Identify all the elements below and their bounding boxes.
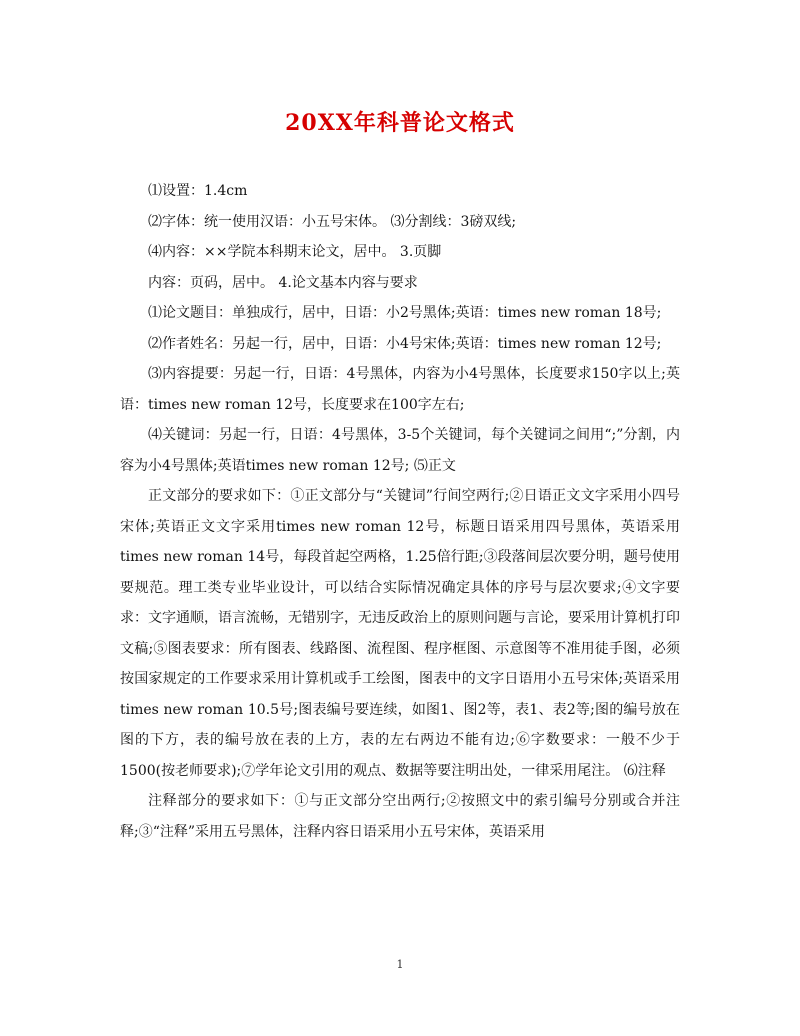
paragraph-notes-requirements: 注释部分的要求如下：①与正文部分空出两行;②按照文中的索引编号分别或合并注释;③“注释”采用五号黑体，注释内容日语采用小五号宋体，英语采用 bbox=[120, 793, 680, 840]
paragraph-content-footer: ⑷内容：××学院本科期末论文，居中。 3.页脚 bbox=[148, 244, 442, 260]
page-number: 1 bbox=[396, 958, 404, 971]
document-body bbox=[120, 176, 680, 847]
paragraph-thesis-title: ⑴论文题目：单独成行，居中，日语：小2号黑体;英语：times new roman 18号; bbox=[148, 305, 662, 321]
paragraph-main-text-requirements: 正文部分的要求如下：①正文部分与“关键词”行间空两行;②日语正文文字采用小四号宋体;英语正文文字采用times new roman 12号，标题日语采用四号黑体，英语采用times new roman 14号，每段首起空两格，1.25倍行距;③段落间层次要分明，题号使用要规范。理工类专业毕业设计，可以结合实际情况确定具体的序号与层次要求;④文字要求：文字通顺，语言流畅，无错别字，无违反政治上的原则问题与言论，要采用计算机打印文稿;⑤图表要求：所有图表、线路图、流程图、程序框图、示意图等不准用徒手图，必须按国家规定的工作要求采用计算机或手工绘图，图表中的文字日语用小五号宋体;英语采用times new roman 10.5号;图表编号要连续，如图1、图2等，表1、表2等;图的编号放在图的下方，表的编号放在表的上方，表的左右两边不能有边;⑥字数要求：一般不少于1500(按老师要求);⑦学年论文引用的观点、数据等要注明出处，一律采用尾注。 ⑹注释 bbox=[120, 488, 680, 779]
paragraph-keywords: ⑷关键词：另起一行，日语：4号黑体，3-5个关键词，每个关键词之间用“;”分割，内容为小4号黑体;英语times new roman 12号; ⑸正文 bbox=[120, 427, 680, 474]
paragraph-author-name: ⑵作者姓名：另起一行，居中，日语：小4号宋体;英语：times new roman 12号; bbox=[148, 335, 662, 352]
document-title: 20XX年科普论文格式 bbox=[285, 110, 515, 136]
paragraph-page-number: 内容：页码，居中。 4.论文基本内容与要求 bbox=[148, 274, 418, 291]
paragraph-abstract: ⑶内容提要：另起一行，日语：4号黑体，内容为小4号黑体，长度要求150字以上;英语：times new roman 12号，长度要求在100字左右; bbox=[120, 366, 680, 413]
paragraph-font: ⑵字体：统一使用汉语：小五号宋体。 ⑶分割线：3磅双线; bbox=[148, 213, 517, 230]
paragraph-setting: ⑴设置：1.4cm bbox=[148, 183, 248, 199]
